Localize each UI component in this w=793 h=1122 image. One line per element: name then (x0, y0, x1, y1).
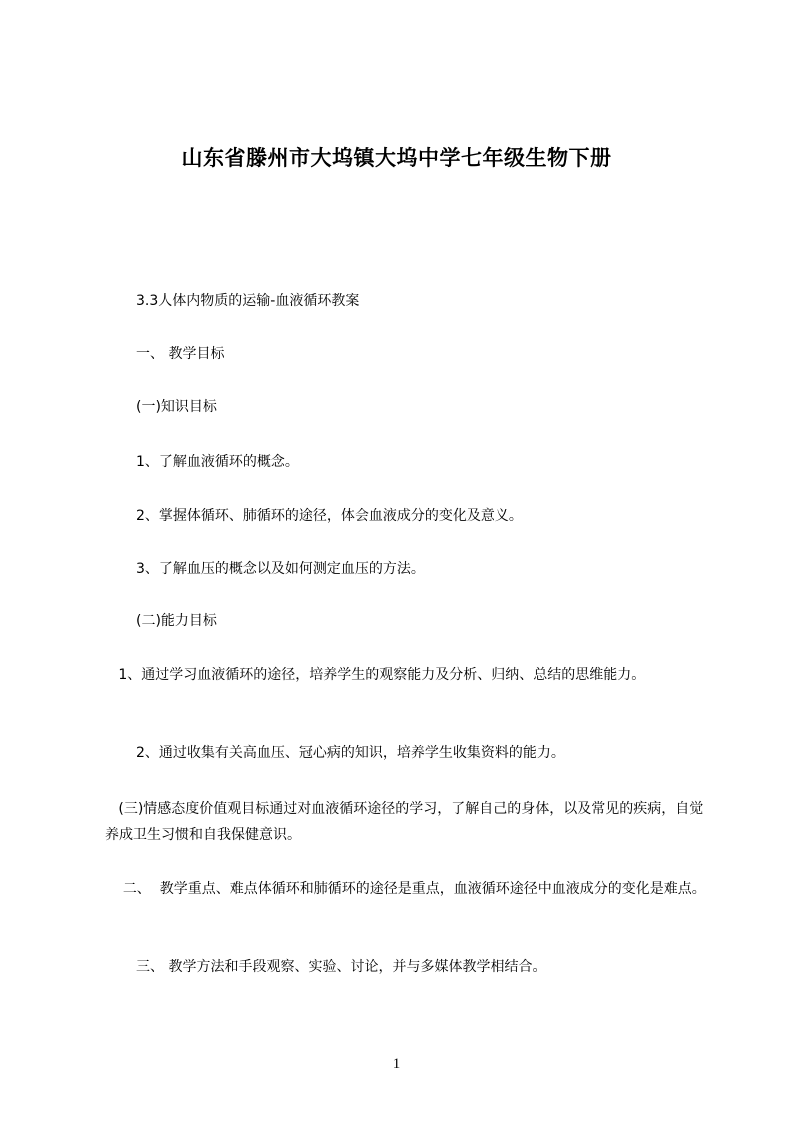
lesson-subtitle: 3.3人体内物质的运输-血液循环教案 (136, 293, 360, 309)
page-number: 1 (392, 1056, 401, 1072)
emotion-objective: (三)情感态度价值观目标通过对血液循环途径的学习，了解自己的身体，以及常见的疾病，自觉养成卫生习惯和自我保健意识。 (105, 801, 704, 843)
subheading-ability: (二)能力目标 (136, 613, 217, 629)
knowledge-item-2: 2、掌握体循环、肺循环的途径，体会血液成分的变化及意义。 (136, 508, 523, 524)
section-heading-key-points: 二、 教学重点、难点体循环和肺循环的途径是重点，血液循环途径中血液成分的变化是难点。 (105, 881, 706, 897)
document-title: 山东省滕州市大坞镇大坞中学七年级生物下册 (181, 146, 612, 170)
section-heading-methods: 三、 教学方法和手段观察、实验、讨论，并与多媒体教学相结合。 (136, 959, 547, 975)
knowledge-item-1: 1、了解血液循环的概念。 (136, 454, 299, 470)
ability-item-1: 1、通过学习血液循环的途径，培养学生的观察能力及分析、归纳、总结的思维能力。 (105, 667, 646, 683)
ability-item-2: 2、通过收集有关高血压、冠心病的知识，培养学生收集资料的能力。 (136, 745, 565, 761)
section-heading-objectives: 一、 教学目标 (136, 346, 225, 362)
subheading-knowledge: (一)知识目标 (136, 399, 217, 415)
knowledge-item-3: 3、了解血压的概念以及如何测定血压的方法。 (136, 561, 425, 577)
